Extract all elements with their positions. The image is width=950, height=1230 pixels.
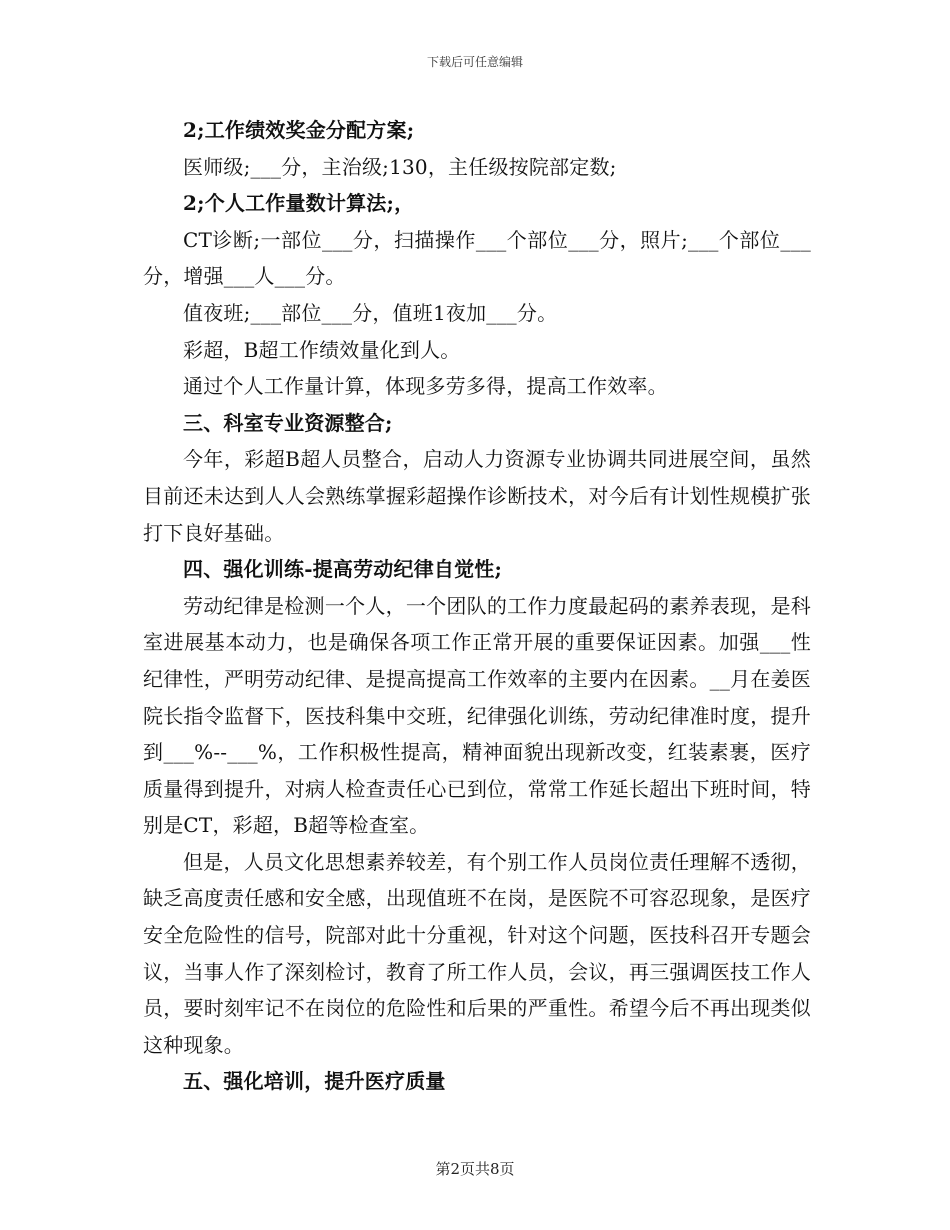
heading-bonus-plan: 2;工作绩效奖金分配方案; [183,118,415,142]
paragraph-resource-integration: 今年，彩超B超人员整合，启动人力资源专业协调共同进展空间，虽然目前还未达到人人会熟练掌握彩超操作诊断技术，对今后有计划性规模扩张打下良好基础。 [143,447,811,545]
paragraph-labor-discipline: 劳动纪律是检测一个人，一个团队的工作力度最起码的素养表现，是科室进展基本动力，也是确保各项工作正常开展的重要保证因素。加强___性纪律性，严明劳动纪律、是提高提高工作效率的主要内在因素。__月在姜医院长指令监督下，医技科集中交班，纪律强化训练，劳动纪律准时度，提升到___%--___%，工作积极性提高，精神面貌出现新改变，红装素裹，医疗质量得到提升，对病人检查责任心已到位，常常工作延长超出下班时间，特别是CT，彩超，B超等检查室。 [143,593,811,838]
paragraph-physician-levels: 医师级;___分，主治级;130，主任级按院部定数; [183,154,617,179]
paragraph-staff-quality: 但是，人员文化思想素养较差，有个别工作人员岗位责任理解不透彻，缺乏高度责任感和安全感，出现值班不在岗，是医院不可容忍现象，是医疗安全危险性的信号，院部对此十分重视，针对这个问题，医技科召开专题会议，当事人作了深刻检讨，教育了所工作人员，会议，再三强调医技工作人员，要时刻牢记不在岗位的危险性和后果的严重性。希望今后不再出现类似这种现象。 [143,849,811,1057]
paragraph-night-shift: 值夜班;___部位___分，值班1夜加___分。 [183,300,558,325]
page-header-note: 下载后可任意编辑 [426,55,523,69]
heading-section-four: 四、强化训练-提高劳动纪律自觉性; [183,557,503,582]
heading-section-five: 五、强化培训，提升医疗质量 [183,1069,446,1094]
document-body [143,112,811,1100]
paragraph-efficiency: 通过个人工作量计算，体现多劳多得，提高工作效率。 [183,374,668,399]
page-number-footer: 第2页共8页 [435,1160,515,1178]
heading-workload-calc: 2;个人工作量数计算法;， [183,191,415,216]
paragraph-ultrasound: 彩超，B超工作绩效量化到人。 [183,337,461,362]
paragraph-ct-diagnosis: CT诊断;一部位___分，扫描操作___个部位___分，照片;___个部位___分，增强___人___分。 [143,227,811,289]
heading-section-three: 三、科室专业资源整合; [183,410,393,435]
